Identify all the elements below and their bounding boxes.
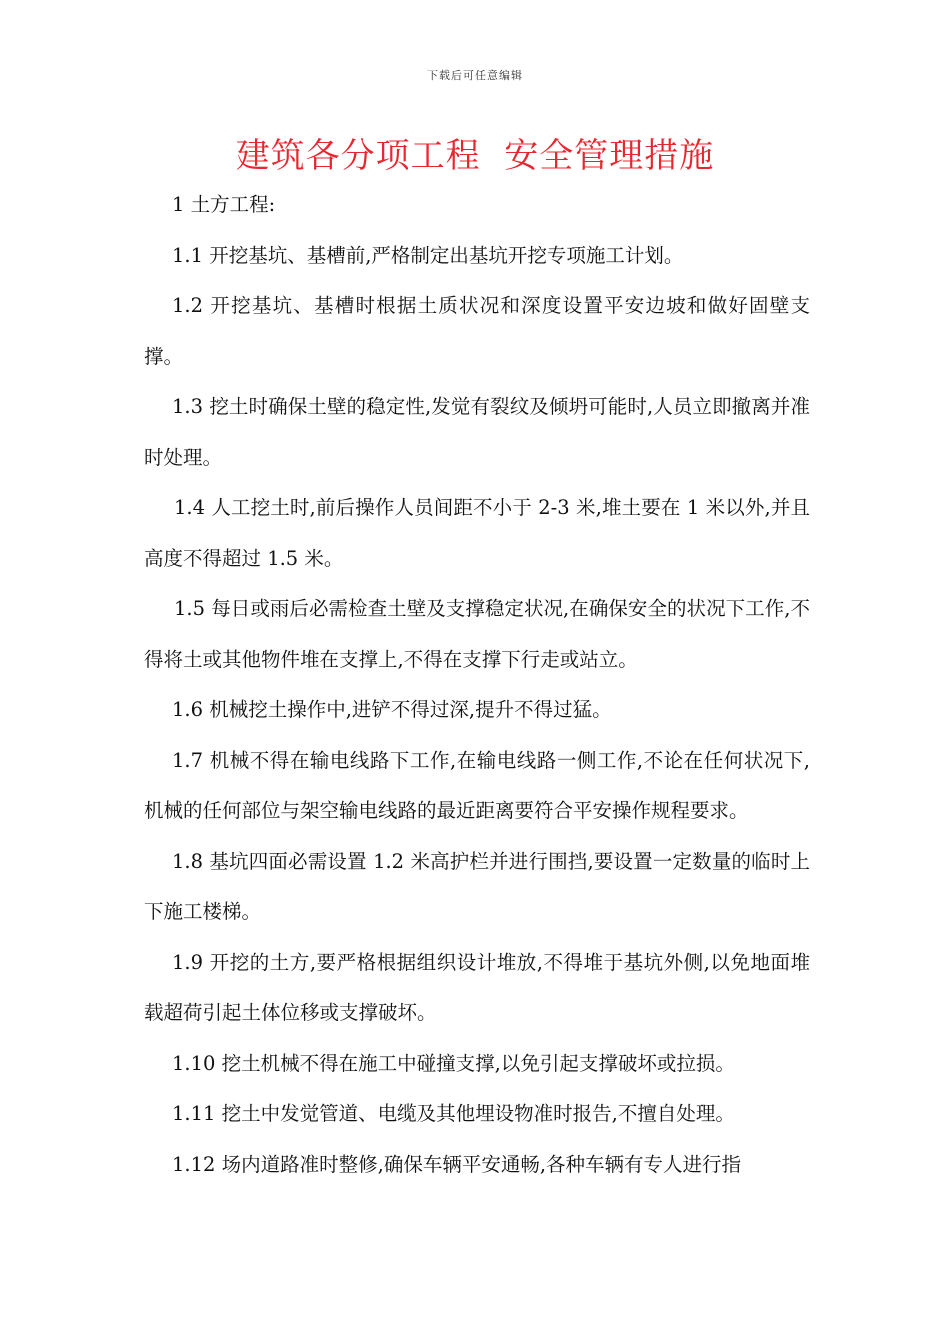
paragraph-1-3: 1.3 挖土时确保土壁的稳定性,发觉有裂纹及倾坍可能时,人员立即撤离并准时处理。 — [144, 395, 810, 469]
paragraph-1-11: 1.11 挖土中发觉管道、电缆及其他埋设物准时报告,不擅自处理。 — [172, 1102, 735, 1125]
paragraph-1-4: 1.4 人工挖土时,前后操作人员间距不小于 2-3 米,堆土要在 1 米以外,并且高度不得超过 1.5 米。 — [144, 496, 810, 570]
document-title: 建筑各分项工程 安全管理措施 — [235, 136, 715, 176]
paragraph-1: 1 土方工程: — [172, 193, 276, 216]
paragraph-1-8: 1.8 基坑四面必需设置 1.2 米高护栏并进行围挡,要设置一定数量的临时上下施工楼梯。 — [144, 849, 810, 923]
paragraph-1-5: 1.5 每日或雨后必需检查土壁及支撑稳定状况,在确保安全的状况下工作,不得将土或其他物件堆在支撑上,不得在支撑下行走或站立。 — [144, 597, 810, 671]
paragraph-1-7: 1.7 机械不得在输电线路下工作,在输电线路一侧工作,不论在任何状况下,机械的任何部位与架空输电线路的最近距离要符合平安操作规程要求。 — [144, 748, 810, 822]
document-body — [144, 180, 810, 1190]
paragraph-1-12: 1.12 场内道路准时整修,确保车辆平安通畅,各种车辆有专人进行指 — [172, 1152, 742, 1176]
paragraph-1-6: 1.6 机械挖土操作中,进铲不得过深,提升不得过猛。 — [172, 698, 612, 721]
paragraph-1-9: 1.9 开挖的土方,要严格根据组织设计堆放,不得堆于基坑外侧,以免地面堆载超荷引起土体位移或支撑破坏。 — [144, 950, 810, 1024]
paragraph-1-10: 1.10 挖土机械不得在施工中碰撞支撑,以免引起支撑破坏或拉损。 — [172, 1051, 735, 1075]
header-note: 下载后可任意编辑 — [427, 69, 523, 82]
paragraph-1-2: 1.2 开挖基坑、基槽时根据土质状况和深度设置平安边坡和做好固壁支撑。 — [144, 294, 810, 368]
paragraph-1-1: 1.1 开挖基坑、基槽前,严格制定出基坑开挖专项施工计划。 — [172, 243, 684, 267]
